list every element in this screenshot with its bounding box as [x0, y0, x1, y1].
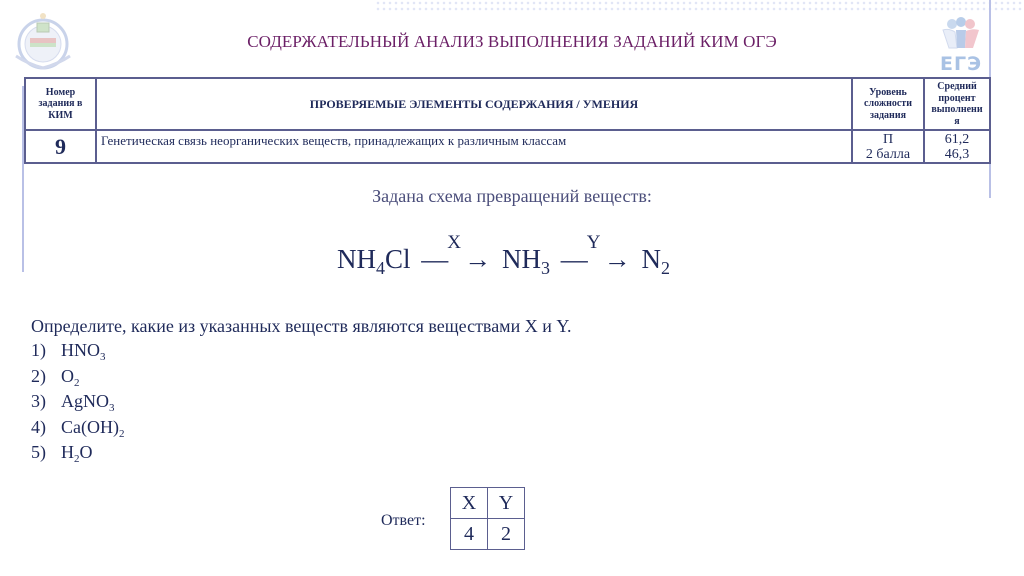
option-number: 2)	[31, 365, 46, 386]
header-difficulty-label: Уровень сложности задания	[864, 86, 912, 121]
option-formula: $HNO_3$	[61, 340, 106, 363]
substance-end	[641, 244, 671, 278]
avg-percent-2: 46,3	[944, 146, 970, 162]
header-avg-percent	[924, 78, 990, 130]
answer-label: Ответ:	[381, 512, 426, 529]
option-formula: $Ca(OH)_2$	[61, 416, 125, 440]
header-difficulty	[852, 78, 924, 130]
table-header-row	[25, 78, 990, 130]
question-text: Определите, какие из указанных веществ являются веществами X и Y.	[31, 316, 572, 336]
option-item	[31, 442, 124, 468]
transformation-scheme	[337, 232, 671, 279]
option-item	[31, 417, 124, 443]
task-description: Генетическая связь неорганических веществ, принадлежащих к различным классам	[101, 133, 567, 148]
decorative-top-pattern	[375, 0, 1024, 13]
option-number: 5)	[31, 442, 46, 462]
header-elements	[96, 78, 852, 130]
arrow-right-icon: →	[464, 244, 492, 274]
substance-start	[337, 244, 411, 278]
option-formula: AgNO$_3$	[61, 391, 115, 414]
header-task-number	[25, 78, 96, 130]
task-number: 9	[55, 133, 66, 159]
answer-header-row	[451, 488, 525, 519]
answer-value-x: 4	[451, 519, 488, 550]
task-description-cell	[96, 130, 852, 163]
answer-value-row	[451, 519, 525, 550]
arrow-dash: —	[560, 244, 588, 274]
header-task-number-label: Номер задания в КИМ	[38, 86, 83, 121]
options-list	[31, 340, 124, 468]
task-info-table	[24, 77, 991, 164]
answer-header-x: X	[451, 488, 488, 519]
arrow-dash: —	[421, 244, 449, 274]
table-row	[25, 130, 990, 163]
option-item	[31, 340, 124, 366]
substance-middle-base: NH	[502, 244, 542, 274]
arrow-x	[421, 232, 492, 275]
substance-end-sub: 2	[661, 258, 671, 278]
arrow-right-icon: →	[603, 244, 631, 274]
difficulty-points: 2 балла	[865, 146, 911, 162]
arrow-y-label: Y	[586, 232, 601, 253]
difficulty-level: П	[882, 131, 894, 147]
option-item	[31, 366, 124, 392]
answer-header-y: Y	[488, 488, 525, 519]
substance-end-base: N	[641, 244, 662, 274]
answer-table	[450, 487, 525, 550]
substance-start-tail: Cl	[385, 244, 411, 274]
arrow-x-label: X	[447, 232, 461, 253]
substance-middle-sub: 3	[541, 258, 551, 278]
answer-value-y: 2	[488, 519, 525, 550]
arrow-y	[560, 232, 631, 275]
ege-logo-text: ЕГЭ	[939, 53, 983, 75]
difficulty-cell	[852, 130, 924, 163]
header-avg-percent-label: Средний процент выполнени я	[931, 81, 983, 127]
option-formula: $H_2O$	[61, 442, 93, 465]
scheme-caption: Задана схема превращений веществ:	[372, 186, 652, 206]
header-elements-label: ПРОВЕРЯЕМЫЕ ЭЛЕМЕНТЫ СОДЕРЖАНИЯ / УМЕНИЯ	[309, 97, 639, 111]
option-number: 3)	[31, 391, 46, 411]
option-number: 4)	[31, 416, 46, 437]
option-formula: $O_2$	[61, 365, 80, 389]
option-item	[31, 391, 124, 417]
page-title: СОДЕРЖАТЕЛЬНЫЙ АНАЛИЗ ВЫПОЛНЕНИЯ ЗАДАНИЙ КИМ ОГЭ	[247, 32, 777, 51]
avg-percent-1: 61,2	[944, 131, 970, 147]
task-number-cell	[25, 130, 96, 163]
option-number: 1)	[31, 340, 46, 360]
avg-percent-cell	[924, 130, 990, 163]
substance-middle	[502, 244, 551, 278]
substance-start-base: NH	[337, 244, 376, 274]
substance-start-sub: 4	[376, 258, 385, 278]
